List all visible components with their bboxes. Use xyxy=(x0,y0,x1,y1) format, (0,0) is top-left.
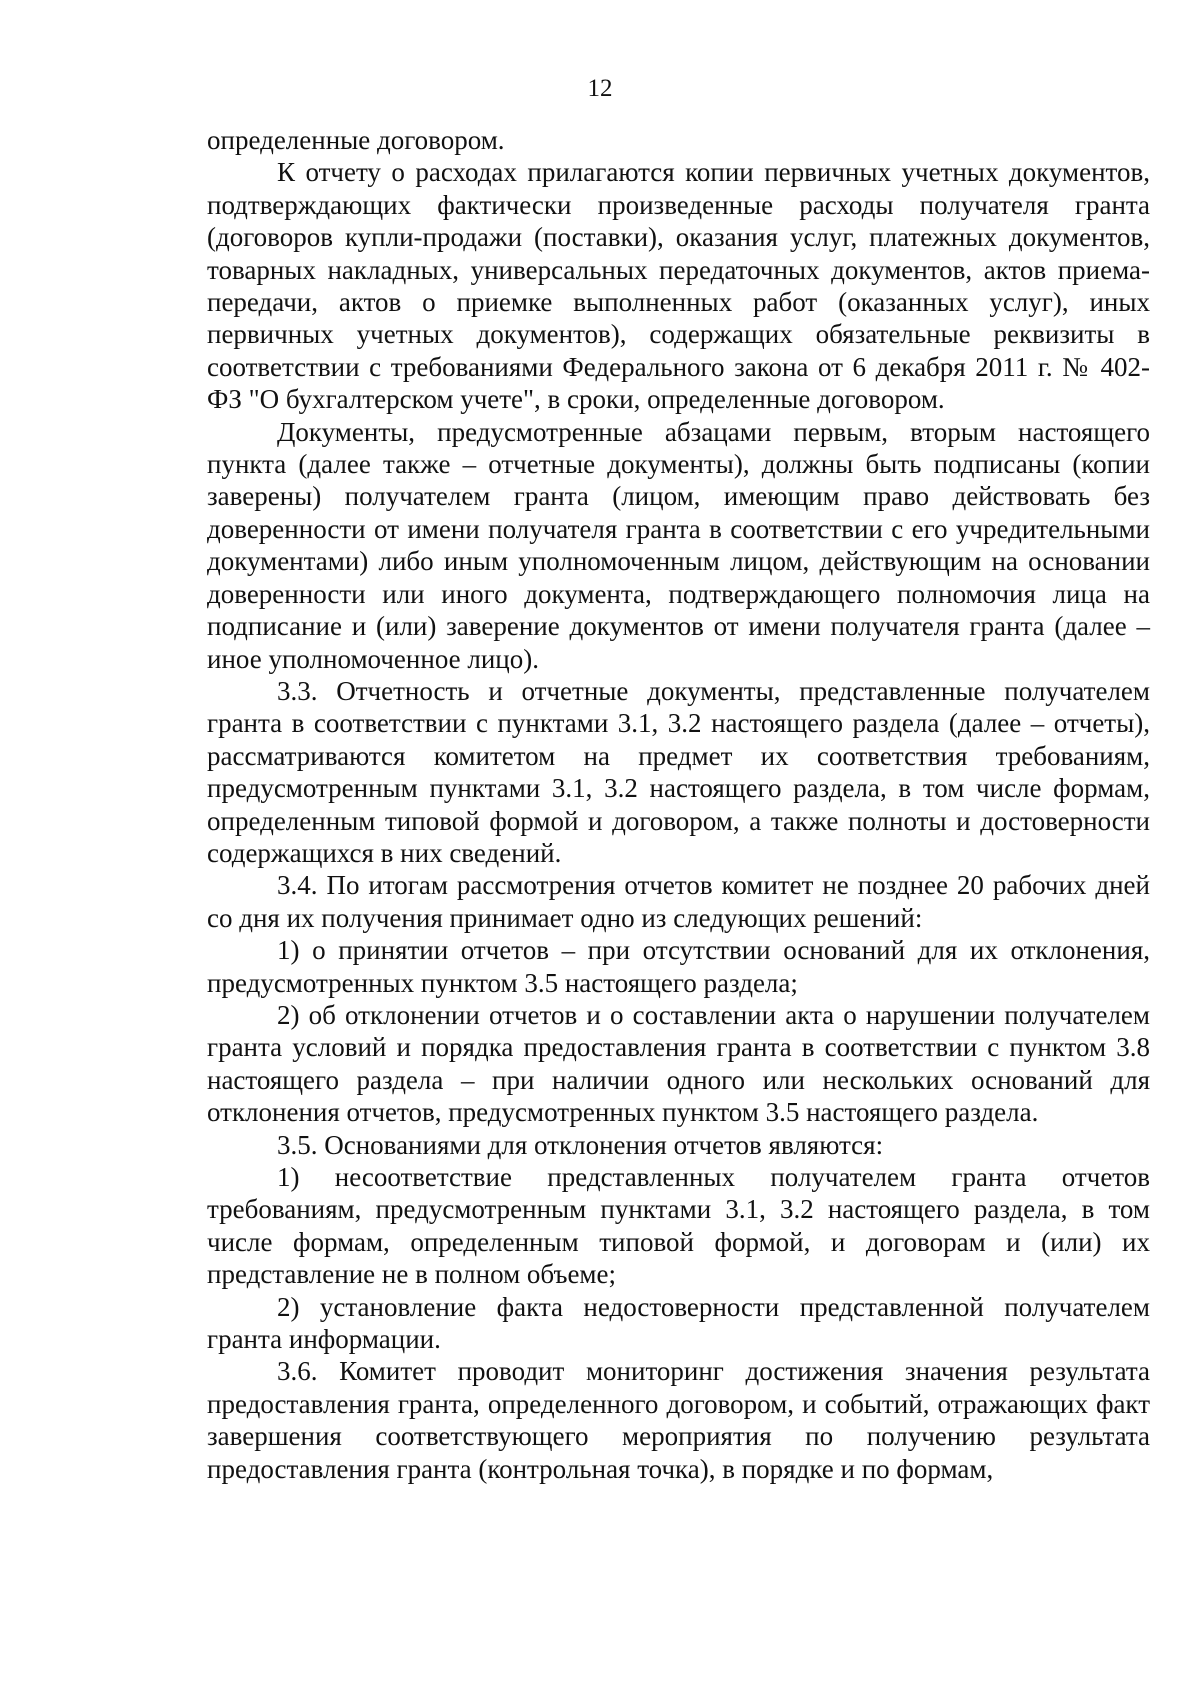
paragraph-3-5-item-1: 1) несоответствие представленных получателем гранта отчетов требованиям, предусмотренным пунктами 3.1, 3.2 настоящего раздела, в том числе формам, определенным типовой формой, и договорам и (или) их представление не в полном объеме; xyxy=(207,1162,1150,1290)
paragraph-3-4-item-2: 2) об отклонении отчетов и о составлении акта о нарушении получателем гранта условий и порядка предоставления гранта в соответствии с пунктом 3.8 настоящего раздела – при наличии одного или нескольких оснований для отклонения отчетов, предусмотренных пунктом 3.5 настоящего раздела. xyxy=(207,999,1150,1128)
paragraph-3-4-item-1: 1) о принятии отчетов – при отсутствии оснований для их отклонения, предусмотренных пунктом 3.5 настоящего раздела; xyxy=(207,935,1150,998)
paragraph-3-3: 3.3. Отчетность и отчетные документы, представленные получателем гранта в соответствии с пунктами 3.1, 3.2 настоящего раздела (далее – отчеты), рассматриваются комитетом на предмет их соответствия требованиям, предусмотренным пунктами 3.1, 3.2 настоящего раздела, в том числе формам, определенным типовой формой и договором, а также полноты и достоверности содержащихся в них сведений. xyxy=(207,675,1150,868)
paragraph-expense-report-attachments: К отчету о расходах прилагаются копии первичных учетных документов, подтверждающих фактически произведенные расходы получателя гранта (договоров купли-продажи (поставки), оказания услуг, платежных документов, товарных накладных, универсальных передаточных документов, актов приема-передачи, актов о приемке выполненных работ (оказанных услуг), иных первичных учетных документов), содержащих обязательные реквизиты в соответствии с требованиями Федерального закона от 6 декабря 2011 г. № 402-ФЗ "О бухгалтерском учете", в сроки, определенные договором. xyxy=(207,157,1150,415)
paragraph-3-4: 3.4. По итогам рассмотрения отчетов комитет не позднее 20 рабочих дней со дня их получения принимает одно из следующих решений: xyxy=(207,870,1150,933)
paragraph-3-6: 3.6. Комитет проводит мониторинг достижения значения результата предоставления гранта, определенного договором, и событий, отражающих факт завершения соответствующего мероприятия по получению результата предоставления гранта (контрольная точка), в порядке и по формам, xyxy=(207,1356,1150,1484)
page-number: 12 xyxy=(587,75,613,102)
document-body xyxy=(207,124,1150,1485)
paragraph-3-5-item-2: 2) установление факта недостоверности представленной получателем гранта информации. xyxy=(207,1291,1150,1355)
paragraph-3-5: 3.5. Основаниями для отклонения отчетов являются: xyxy=(277,1129,884,1160)
paragraph-continuation: определенные договором. xyxy=(207,125,505,155)
paragraph-reporting-documents-signing: Документы, предусмотренные абзацами первым, вторым настоящего пункта (далее также – отчетные документы), должны быть подписаны (копии заверены) получателем гранта (лицом, имеющим право действовать без доверенности от имени получателя гранта в соответствии с его учредительными документами) либо иным уполномоченным лицом, действующим на основании доверенности или иного документа, подтверждающего полномочия лица на подписание и (или) заверение документов от имени получателя гранта (далее – иное уполномоченное лицо). xyxy=(207,416,1150,674)
